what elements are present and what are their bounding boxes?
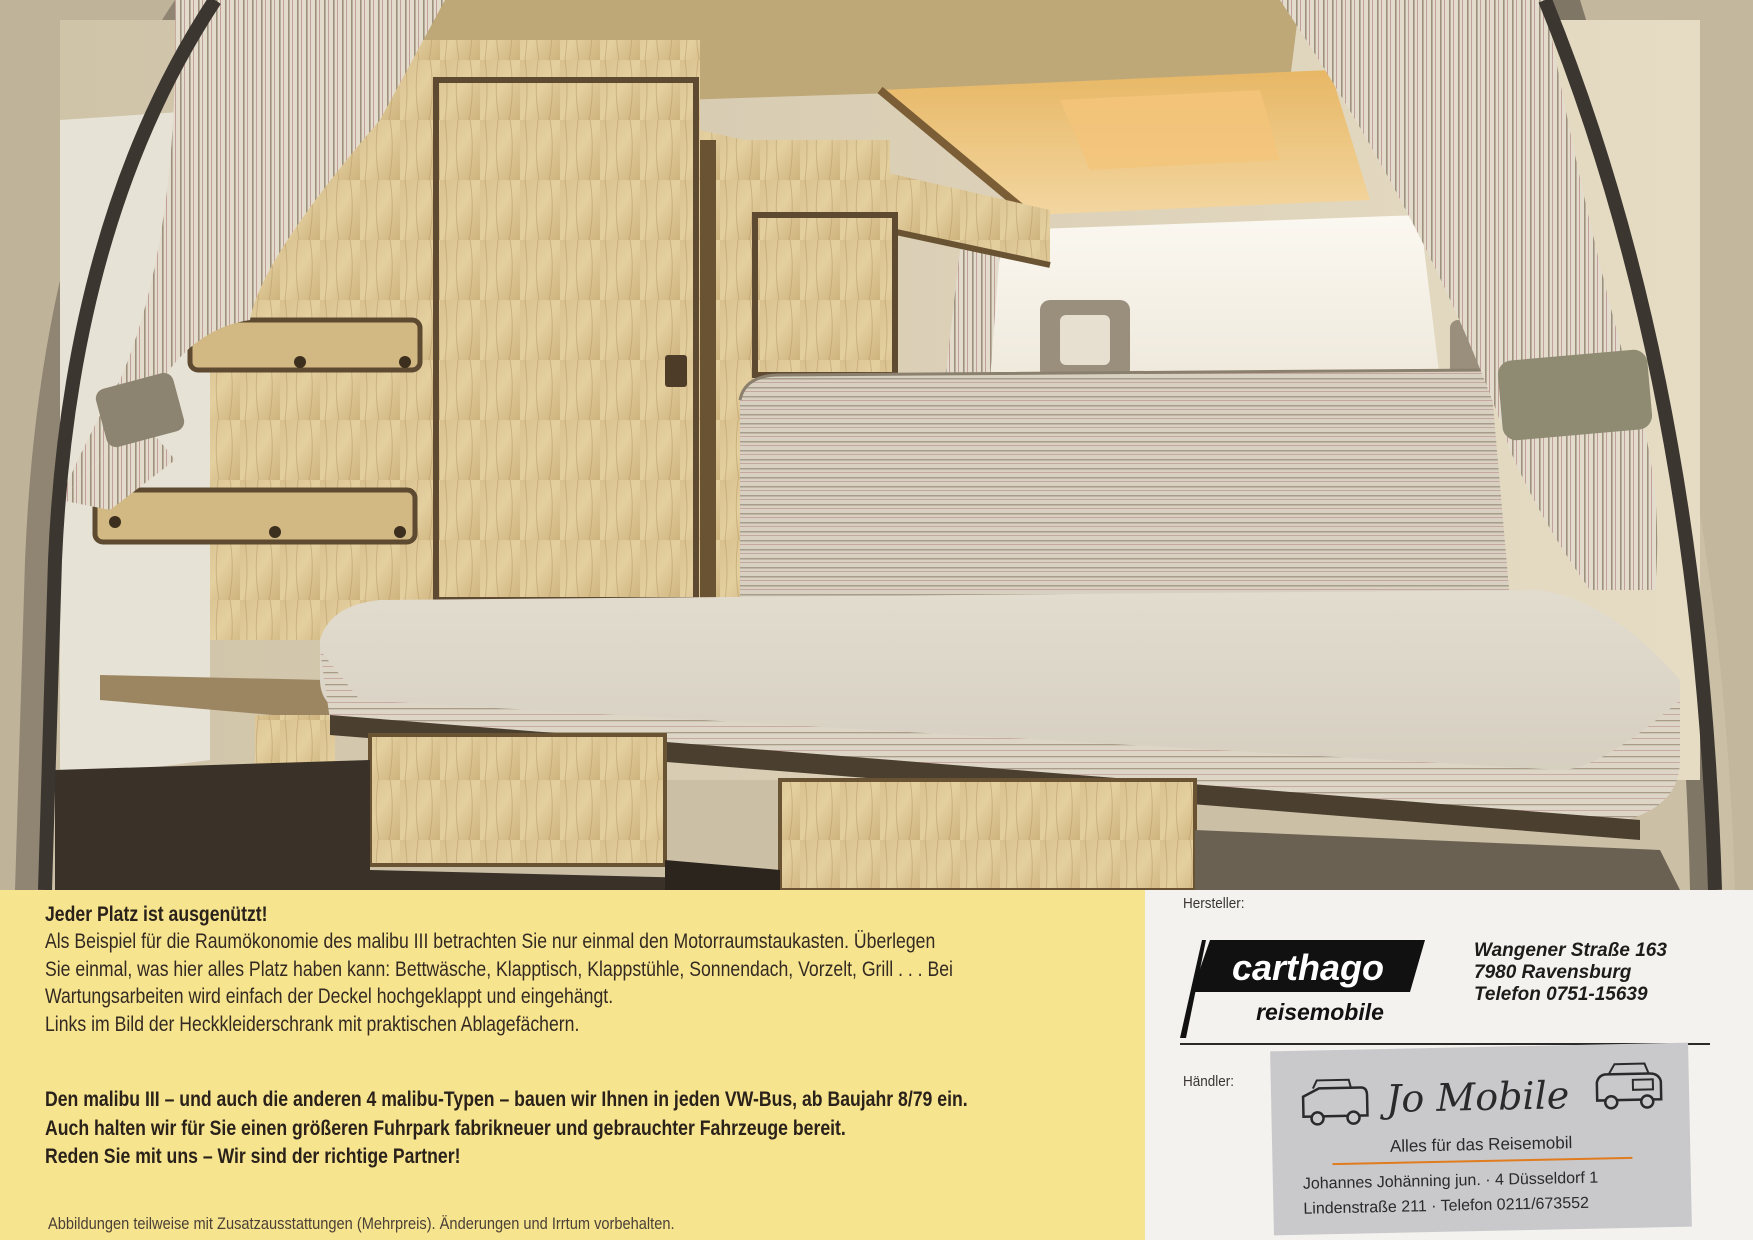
body-line: Wartungsarbeiten wird einfach der Deckel hochgeklappt und eingehängt. xyxy=(45,985,614,1008)
dealer-tagline: Alles für das Reisemobil xyxy=(1389,1133,1573,1156)
body-line: Als Beispiel für die Raumökonomie des malibu III betrachten Sie nur einmal den Motorraumstaukasten. Überlegen xyxy=(45,930,936,953)
carthago-logo xyxy=(1180,940,1425,1038)
offer-line: Reden Sie mit uns – Wir sind der richtige Partner! xyxy=(45,1145,461,1168)
van-left-icon xyxy=(1299,1077,1372,1128)
headline: Jeder Platz ist ausgenützt! xyxy=(45,903,268,926)
manufacturer-label: Hersteller: xyxy=(1183,895,1245,912)
accent-line xyxy=(1332,1157,1632,1165)
logo-subword: reisemobile xyxy=(1256,999,1384,1025)
offer-paragraph xyxy=(45,1086,968,1172)
offer-line: Auch halten wir für Sie einen größeren Fuhrpark fabrikneuer und gebrauchter Fahrzeuge bereit. xyxy=(45,1116,846,1140)
body-line: Sie einmal, was hier alles Platz haben kann: Bettwäsche, Klapptisch, Klappstühle, Sonnendach, Vorzelt, Grill . . . Bei xyxy=(45,957,953,981)
van-right-icon xyxy=(1592,1061,1665,1112)
address-line: Telefon 0751-15639 xyxy=(1474,984,1648,1005)
dealer-brand: Jo Mobile xyxy=(1385,1073,1570,1121)
dealer-address-line: Lindenstraße 211 · Telefon 0211/673552 xyxy=(1303,1194,1590,1218)
disclaimer: Abbildungen teilweise mit Zusatzausstattungen (Mehrpreis). Änderungen und Irrtum vorbehalten. xyxy=(48,1214,675,1233)
manufacturer-address xyxy=(1474,940,1667,1006)
body-line: Links im Bild der Heckkleiderschrank mit praktischen Ablagefächern. xyxy=(45,1012,580,1036)
offer-line: Den malibu III – und auch die anderen 4 malibu-Typen – bauen wir Ihnen in jeden VW-Bus, ab Baujahr 8/79 ein. xyxy=(45,1088,968,1111)
logo-word: carthago xyxy=(1231,947,1385,988)
address-line: Wangener Straße 163 xyxy=(1474,940,1667,961)
dealer-card xyxy=(1270,1043,1692,1236)
dealer-label: Händler: xyxy=(1183,1073,1235,1090)
dealer-address-line: Johannes Johänning jun. · 4 Düsseldorf 1 xyxy=(1302,1169,1599,1193)
body-paragraph xyxy=(45,928,953,1038)
address-line: 7980 Ravensburg xyxy=(1474,962,1632,983)
